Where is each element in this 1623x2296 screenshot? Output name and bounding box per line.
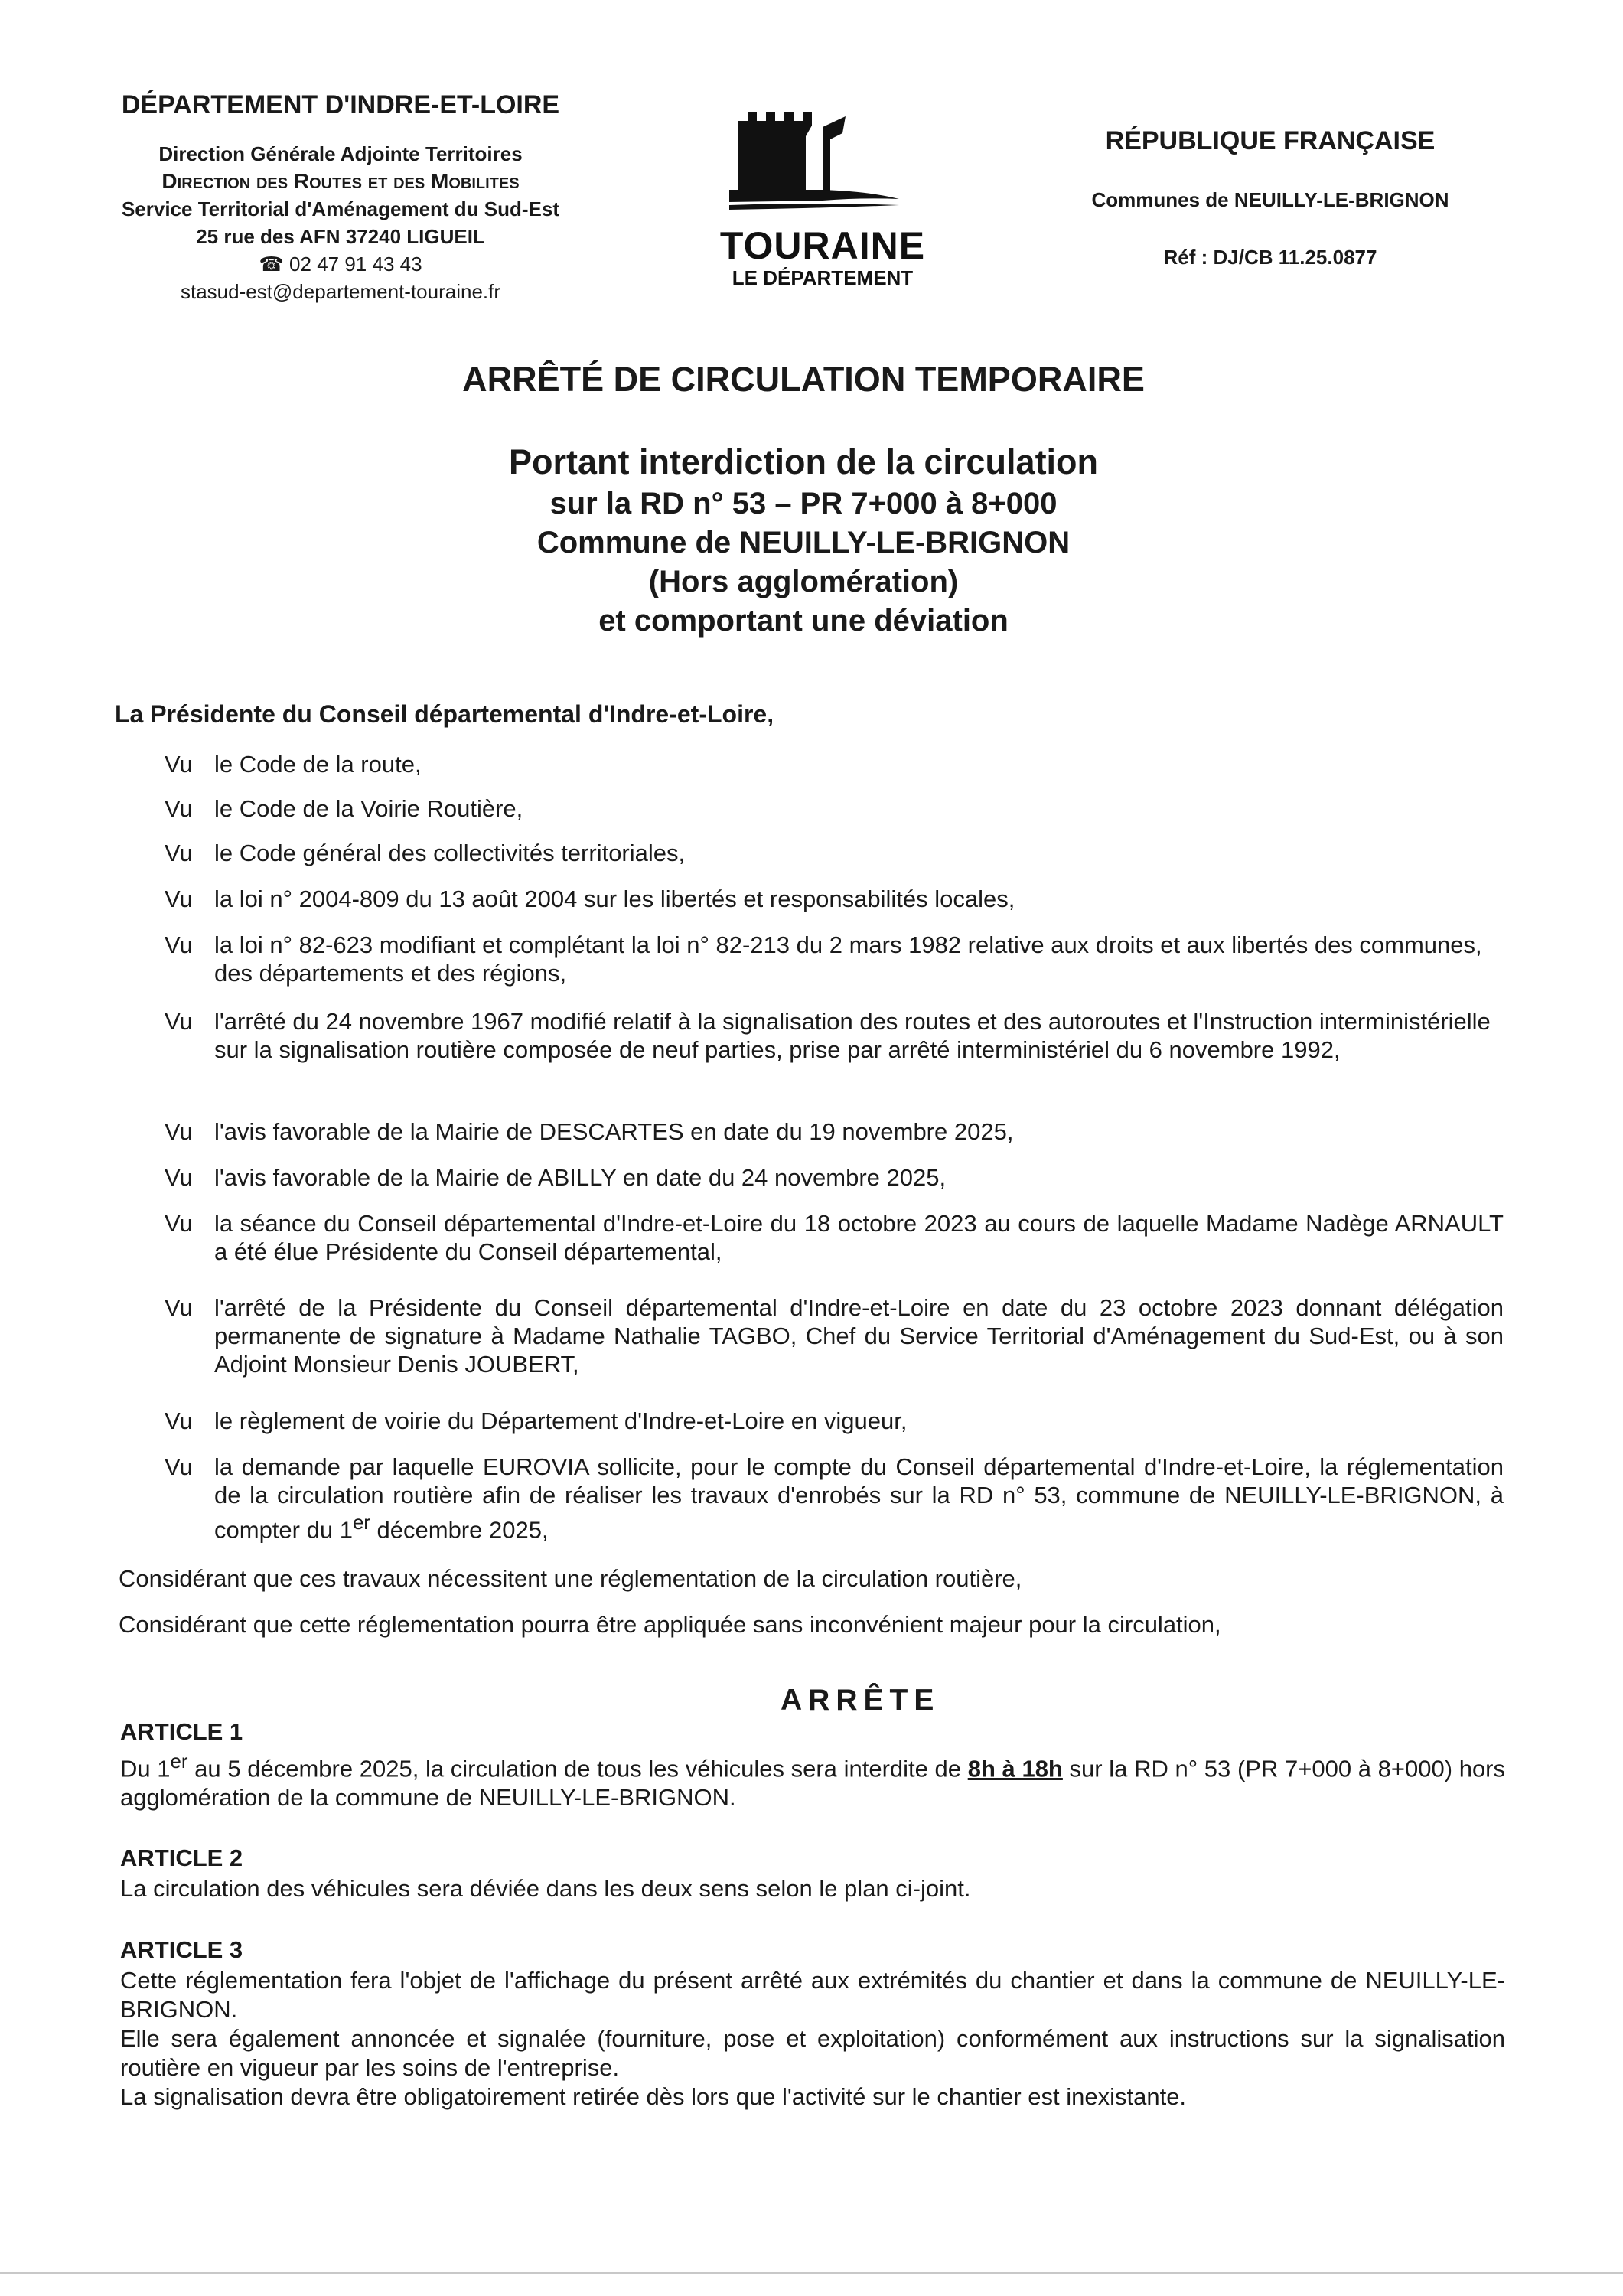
page-bottom-rule bbox=[0, 2272, 1623, 2274]
vu-text: l'avis favorable de la Mairie de DESCARTES en date du 19 novembre 2025, bbox=[214, 1118, 1014, 1145]
vu-text: le règlement de voirie du Département d'Indre-et-Loire en vigueur, bbox=[214, 1407, 908, 1434]
subtitle-line-5: et comportant une déviation bbox=[598, 604, 1009, 638]
department-name: DÉPARTEMENT D'INDRE-ET-LOIRE bbox=[121, 90, 560, 119]
subtitle bbox=[230, 440, 1377, 641]
subtitle-line-1: Portant interdiction de la circulation bbox=[508, 442, 1099, 481]
president-line: La Présidente du Conseil départemental d'Indre-et-Loire, bbox=[115, 700, 774, 728]
article-3-body bbox=[120, 1966, 1505, 2112]
service-address: 25 rue des AFN 37240 LIGUEIL bbox=[196, 225, 485, 248]
ordinal-superscript: er bbox=[352, 1512, 370, 1534]
subtitle-line-2: sur la RD n° 53 – PR 7+000 à 8+000 bbox=[549, 487, 1058, 520]
article-3-paragraph-2: Elle sera également annoncée et signalée (fourniture, pose et exploitation) conformément aux instructions sur la signalisation routière en vigueur par les soins de l'entreprise. bbox=[120, 2025, 1505, 2081]
vu-clause bbox=[165, 1007, 1504, 1064]
vu-word: Vu bbox=[165, 1407, 193, 1434]
vu-text-end: décembre 2025, bbox=[370, 1516, 549, 1544]
article-3-title: ARTICLE 3 bbox=[120, 1936, 243, 1963]
vu-clause bbox=[165, 1163, 1504, 1192]
vu-word: Vu bbox=[165, 1008, 193, 1035]
article-1-body bbox=[120, 1747, 1505, 1812]
vu-text: le Code général des collectivités territoriales, bbox=[214, 840, 686, 866]
subtitle-line-4: (Hors agglomération) bbox=[648, 565, 959, 598]
vu-word: Vu bbox=[165, 1210, 193, 1237]
article-1-text-c: sur la RD n° 53 (PR 7+000 à 8+000) hors agglomération de la commune de NEUILLY-LE-BRIGNON. bbox=[120, 1755, 1506, 1812]
logo-subtitle: LE DÉPARTEMENT bbox=[732, 266, 914, 289]
direction-generale: Direction Générale Adjointe Territoires bbox=[158, 142, 523, 165]
vu-word: Vu bbox=[165, 931, 193, 958]
service-name: Service Territorial d'Aménagement du Sud-Est bbox=[121, 197, 560, 220]
vu-clause bbox=[165, 931, 1504, 987]
tower-logo-icon bbox=[708, 106, 937, 228]
header-left bbox=[115, 90, 566, 305]
vu-clause bbox=[165, 1293, 1504, 1378]
service-email: stasud-est@departement-touraine.fr bbox=[180, 280, 501, 303]
vu-word: Vu bbox=[165, 840, 193, 866]
article-1-text-a: Du 1 bbox=[120, 1755, 171, 1782]
arrete-heading: ARRÊTE bbox=[781, 1684, 940, 1717]
vu-text: le Code de la Voirie Routière, bbox=[214, 795, 523, 822]
vu-text: l'arrêté de la Présidente du Conseil départemental d'Indre-et-Loire en date du 23 octobre 2023 donnant délégation permanente de signature à Madame Nathalie TAGBO, Chef du Service Territorial d'Aménagement du Sud-Est, ou à son Adjoint Monsieur Denis JOUBERT, bbox=[214, 1294, 1504, 1378]
direction-routes: Direction des Routes et des Mobilites bbox=[161, 169, 520, 193]
vu-text-main: la demande par laquelle EUROVIA sollicite, pour le compte du Conseil départemental d'Indre-et-Loire, la réglementation de la circulation routière afin de réaliser les travaux d'enrobés sur la RD n° 53, commune de NEUILLY-LE-BRIGNON, à compter du 1 bbox=[214, 1453, 1504, 1544]
republic-label: RÉPUBLIQUE FRANÇAISE bbox=[1105, 126, 1436, 155]
vu-text: l'avis favorable de la Mairie de ABILLY en date du 24 novembre 2025, bbox=[214, 1164, 947, 1191]
vu-text: l'arrêté du 24 novembre 1967 modifié relatif à la signalisation des routes et des autoroutes et l'Instruction interministérielle sur la signalisation routière composée de neuf parties, prise par arrêté interministériel du 6 novembre 1992, bbox=[214, 1008, 1491, 1063]
vu-word: Vu bbox=[165, 1294, 193, 1321]
article-2-title: ARTICLE 2 bbox=[120, 1844, 243, 1871]
vu-clause bbox=[165, 1407, 1504, 1435]
vu-word: Vu bbox=[165, 795, 193, 822]
vu-word: Vu bbox=[165, 885, 193, 912]
article-1-title: ARTICLE 1 bbox=[120, 1718, 243, 1745]
considerant-1: Considérant que ces travaux nécessitent une réglementation de la circulation routière, bbox=[119, 1565, 1022, 1592]
vu-text: la séance du Conseil départemental d'Indre-et-Loire du 18 octobre 2023 au cours de laquelle Madame Nadège ARNAULT a été élue Présidente du Conseil départemental, bbox=[214, 1210, 1504, 1265]
vu-clause bbox=[165, 794, 1504, 823]
vu-text: la loi n° 2004-809 du 13 août 2004 sur les libertés et responsabilités locales, bbox=[214, 885, 1015, 912]
vu-text: la loi n° 82-623 modifiant et complétant la loi n° 82-213 du 2 mars 1982 relative aux droits et aux libertés des communes, des départements et des régions, bbox=[214, 931, 1482, 987]
vu-word: Vu bbox=[165, 1453, 193, 1480]
vu-word: Vu bbox=[165, 1118, 193, 1145]
header-right bbox=[1048, 126, 1492, 269]
article-3-paragraph-1: Cette réglementation fera l'objet de l'affichage du présent arrêté aux extrémités du chantier et dans la commune de NEUILLY-LE-BRIGNON. bbox=[120, 1967, 1505, 2023]
vu-clause bbox=[165, 1453, 1504, 1544]
vu-clause bbox=[165, 1209, 1504, 1266]
subtitle-line-3: Commune de NEUILLY-LE-BRIGNON bbox=[536, 526, 1071, 559]
considerant-2: Considérant que cette réglementation pourra être appliquée sans inconvénient majeur pour la circulation, bbox=[119, 1611, 1221, 1638]
article-1-text-b: au 5 décembre 2025, la circulation de tous les véhicules sera interdite de bbox=[187, 1755, 968, 1782]
article-2-body: La circulation des véhicules sera déviée dans les deux sens selon le plan ci-joint. bbox=[120, 1875, 971, 1902]
article-3-paragraph-3: La signalisation devra être obligatoirement retirée dès lors que l'activité sur le chantier est inexistante. bbox=[120, 2083, 1187, 2110]
service-phone: ☎ 02 47 91 43 43 bbox=[259, 253, 422, 276]
ordinal-superscript: er bbox=[170, 1751, 188, 1773]
logo-brand: TOURAINE bbox=[719, 224, 926, 267]
vu-text bbox=[214, 1453, 1504, 1544]
vu-clause bbox=[165, 750, 1504, 778]
vu-clause bbox=[165, 885, 1504, 913]
reference-number: Réf : DJ/CB 11.25.0877 bbox=[1163, 246, 1377, 269]
article-1-hours: 8h à 18h bbox=[967, 1755, 1063, 1782]
vu-text: le Code de la route, bbox=[214, 751, 422, 778]
commune-label: Communes de NEUILLY-LE-BRIGNON bbox=[1091, 188, 1449, 211]
vu-clause bbox=[165, 1117, 1504, 1146]
vu-clause bbox=[165, 839, 1504, 867]
vu-word: Vu bbox=[165, 751, 193, 778]
vu-word: Vu bbox=[165, 1164, 193, 1191]
touraine-logo bbox=[708, 106, 945, 289]
page-title: ARRÊTÉ DE CIRCULATION TEMPORAIRE bbox=[462, 360, 1145, 399]
